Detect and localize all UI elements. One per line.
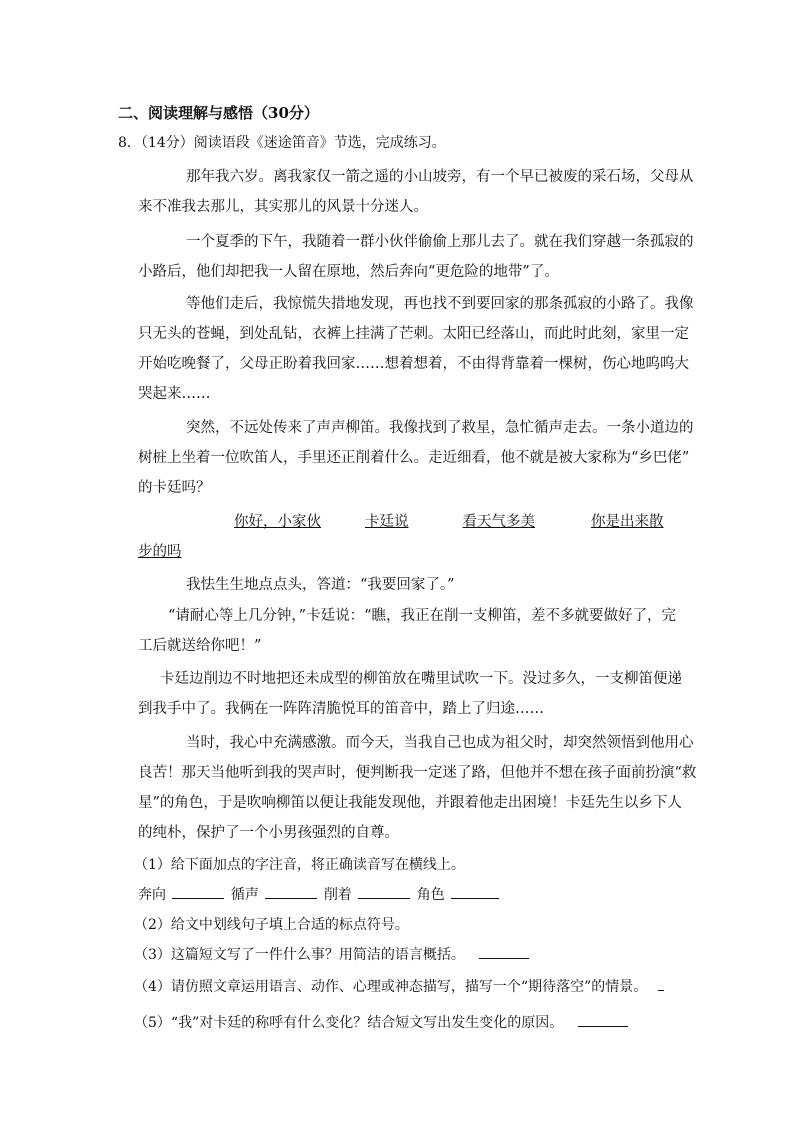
- q1-word-4: 角色: [416, 887, 445, 903]
- question-1: （1）给下面加点的字注音，将正确读音写在横线上。: [134, 857, 465, 873]
- para-final-line2: 良苦！那天当他听到我的哭声时，便判断我一定迷了路，但他并不想在孩子面前扮演“救: [138, 765, 697, 781]
- question-3-line: [134, 944, 531, 964]
- para-wait-line2: 工后就送给你吧！”: [138, 638, 262, 654]
- q1-blank-3[interactable]: [358, 884, 410, 899]
- para-carve-line2: 到我手中了。我俩在一阵阵清脆悦耳的笛音中，踏上了归途……: [138, 701, 544, 717]
- question-4: （4）请仿照文章运用语言、动作、心理或神态描写，描写一个“期待落空”的情景。: [134, 979, 648, 995]
- dialog-part-1: 你好，小家伙: [234, 514, 321, 530]
- para-final-line3: 星”的角色，于是吹响柳笛以便让我能发现他，并跟着他走出困境！卡廷先生以乡下人: [138, 795, 682, 811]
- underlined-dialog-line2: [138, 540, 234, 561]
- para4-line3: 的卡廷吗？: [138, 480, 211, 496]
- dialog-part-4: 你是出来散: [591, 514, 664, 530]
- para4-line2: 树桩上坐着一位吹笛人，手里还正削着什么。走近细看，他不就是被大家称为“乡巴佬”: [138, 450, 690, 466]
- para-final-line4: 的纯朴，保护了一个小男孩强烈的自尊。: [138, 825, 399, 841]
- para4-line1: 突然，不远处传来了声声柳笛。我像找到了救星，急忙循声走去。一条小道边的: [186, 420, 694, 436]
- para3-line1: 等他们走后，我惊慌失措地发现，再也找不到要回家的那条孤寂的小路了。我像: [186, 296, 694, 312]
- question-3: （3）这篇短文写了一件什么事？用简洁的语言概括。: [134, 947, 465, 963]
- para1-line1: 那年我六岁。离我家仅一箭之遥的小山坡旁，有一个早已被废的采石场，父母从: [186, 169, 694, 185]
- para3-line2: 只无头的苍蝇，到处乱钻，衣裤上挂满了芒刺。太阳已经落山，而此时此刻，家里一定: [138, 326, 689, 342]
- section-title: 二、阅读理解与感悟（30分）: [118, 104, 319, 122]
- q1-blank-1[interactable]: [172, 884, 224, 899]
- question-5-line: [134, 1012, 630, 1032]
- para-carve-line1: 卡廷边削边不时地把还未成型的柳笛放在嘴里试吹一下。没过多久，一支柳笛便递: [160, 671, 682, 687]
- para3-line3: 开始吃晚餐了，父母正盼着我回家……想着想着，不由得背靠着一棵树，伤心地呜呜大: [138, 356, 689, 372]
- para1-line2: 来不准我去那儿，其实那儿的风景十分迷人。: [138, 199, 428, 215]
- question-8-header: 8．（14分）阅读语段《迷途笛音》节选，完成练习。: [118, 135, 446, 151]
- q1-word-1: 奔向: [138, 887, 166, 903]
- question-4-line: [134, 976, 666, 996]
- q3-answer-blank[interactable]: [479, 944, 529, 959]
- underlined-dialog-line1: [186, 510, 674, 531]
- q5-answer-blank[interactable]: [578, 1012, 628, 1027]
- dialog-part-5: 步的吗: [138, 544, 182, 560]
- para-final-line1: 当时，我心中充满感激。而今天，当我自己也成为祖父时，却突然领悟到他用心: [186, 735, 694, 751]
- para3-line4: 哭起来……: [138, 386, 211, 402]
- q1-word-2: 循声: [230, 887, 259, 903]
- para-wait-line1: “请耐心等上几分钟，”卡廷说：“瞧，我正在削一支柳笛，差不多就要做好了，完: [168, 608, 676, 624]
- dialog-part-3: 看天气多美: [462, 514, 535, 530]
- dialog-part-2: 卡廷说: [365, 514, 409, 530]
- para2-line2: 小路后，他们却把我一人留在原地，然后奔向“更危险的地带”了。: [138, 264, 559, 280]
- q4-answer-blank[interactable]: [658, 976, 664, 991]
- question-5: （5）“我”对卡廷的称呼有什么变化？结合短文写出发生变化的原因。: [134, 1015, 564, 1031]
- para-nod: 我怯生生地点点头，答道：“我要回家了。”: [186, 577, 455, 593]
- para2-line1: 一个夏季的下午，我随着一群小伙伴偷偷上那儿去了。就在我们穿越一条孤寂的: [186, 234, 694, 250]
- question-2: （2）给文中划线句子填上合适的标点符号。: [134, 917, 409, 933]
- q1-blank-4[interactable]: [451, 884, 499, 899]
- q1-blank-2[interactable]: [265, 884, 317, 899]
- question-1-answers: [138, 884, 501, 904]
- q1-word-3: 削着: [323, 887, 352, 903]
